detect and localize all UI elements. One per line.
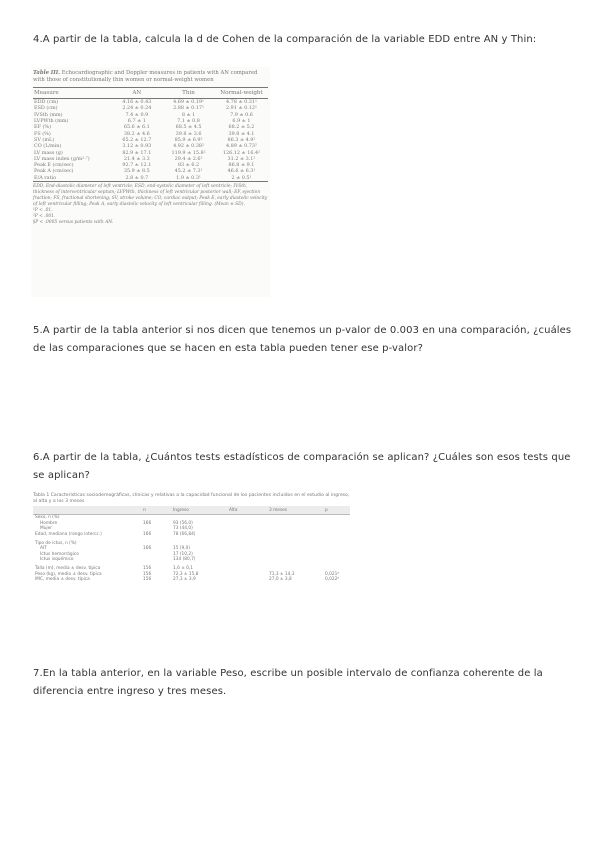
table-iii-cell: LVPWth (mm) [34, 118, 69, 125]
table-iii [33, 87, 268, 182]
tabla-1-header-alta: Alta [227, 506, 267, 515]
tabla-1-cell: 134 (80,7) [173, 557, 196, 563]
table-iii-cell: 4.69 ± 0.19¹ [173, 99, 205, 106]
tabla-1-header-ingreso: Ingreso [171, 506, 227, 515]
table-iii-figure [31, 67, 270, 297]
table-iii-cell: 4.89 ± 0.73² [226, 143, 257, 150]
table-iii-cell: 6.7 ± 1 [127, 118, 146, 125]
tabla-1-cell: 27,3 ± 3,9 [173, 577, 196, 583]
table-iii-cell: 35.9 ± 8.5 [123, 168, 150, 175]
question-6: 6.A partir de la tabla, ¿Cuántos tests estadísticos de comparación se aplican? ¿Cuáles son esos tests que se aplican? [33, 452, 571, 481]
table-iii-cell: 39.8 ± 4.1 [228, 130, 255, 137]
tabla-1-cell: 156 [143, 571, 152, 577]
table-iii-header-an: AN [112, 88, 163, 99]
table-iii-footnote: §P < .0005 versus patients with AN. [33, 220, 114, 226]
tabla-1-cell: Hombre [40, 520, 58, 526]
tabla-1-cell: 72,3 ± 15,8 [173, 571, 199, 577]
tabla-1 [33, 506, 350, 583]
tabla-1-cell: 166 [143, 520, 152, 526]
tabla-1-cell: Ictus hemorrágico [40, 551, 79, 557]
table-iii-cell: 2.88 ± 0.17¹ [173, 105, 205, 112]
table-iii-footnote: EDD, End-diastolic diameter of left ventricle; ESD, end-systolic diameter of left ventricle; IVSth, thickness of interventricular septum; LVPWth, thickness of left ventricular posterior wall; EF, ejection fraction; FS, fractional shortening; SV, stroke volume; CO, cardiac output; Peak E, early diastolic velocity of left ventricular filling; Peak A, early diastolic velocity of left ventricular filling. (Mean ± SD). [33, 184, 268, 208]
table-iii-cell: 4.16 ± 0.43 [122, 99, 152, 106]
table-iii-caption-text: Echocardiographic and Doppler measures in patients with AN compared with those of constitutionally thin women or normal-weight women [33, 70, 258, 83]
tabla-1-cell: Ictus isquémico [40, 557, 74, 563]
tabla-1-cell: 0,021ᵃ [325, 571, 339, 577]
tabla-1-cell: 73 (44,0) [173, 526, 193, 532]
tabla-1-cell: 166 [143, 531, 152, 537]
table-iii-cell: E/A ratio [33, 175, 112, 182]
table-iii-cell: CO (L/min) [34, 143, 62, 150]
tabla-1-cell: 0,022ᵃ [325, 577, 339, 583]
table-iii-header-measure: Measure [33, 88, 112, 99]
tabla-1-cell: IMC, media ± desv. típica [35, 577, 90, 583]
table-iii-cell: LV mass (g) [34, 149, 63, 156]
table-iii-cell: 2.91 ± 0.12¹ [226, 105, 257, 112]
table-iii-cell: 92.7 ± 12.1 [122, 162, 152, 169]
table-iii-header-thin: Thin [162, 88, 215, 99]
table-iii-cell: 39.8 ± 3.6 [175, 130, 202, 137]
table-iii-cell: 119.9 ± 15.8² [171, 149, 206, 156]
table-iii-cell: 6.9 ± 1 [232, 118, 251, 125]
table-iii-body [33, 99, 268, 182]
table-iii-cell: 46.6 ± 6.3¹ [227, 168, 256, 175]
table-iii-row [33, 99, 268, 106]
table-iii-cell: 86.8 ± 9.1 [228, 162, 255, 169]
tabla-1-header-p: p [323, 506, 350, 515]
table-iii-cell: 4.92 ± 0.38² [173, 143, 205, 150]
tabla-1-caption: Tabla 1 Características sociodemográficas, clínicas y relativas a la capacidad funcional de los pacientes incluidos en el estudio al ingreso, al alta y a los 3 meses [33, 493, 350, 504]
question-4: 4.A partir de la tabla, calcula la d de Cohen de la comparación de la variable EDD entre AN y Thin: [33, 34, 537, 45]
tabla-1-cell: AIT [40, 546, 47, 552]
tabla-1-cell: 15 (9,0) [173, 546, 191, 552]
table-iii-cell: 65.6 ± 6.1 [123, 124, 150, 131]
table-iii-footnotes [31, 182, 270, 226]
table-iii-footnote: ¹P < .01. [33, 208, 53, 214]
tabla-1-cell: 156 [143, 565, 152, 571]
table-iii-cell: 86.3 ± 4.9² [227, 136, 256, 143]
table-iii-cell: EF (%) [34, 124, 51, 131]
tabla-1-cell: 17 (10,2) [173, 551, 193, 557]
table-iii-cell: 68.5 ± 4.5 [175, 124, 202, 131]
table-iii-cell: 2.24 ± 0.24 [122, 105, 152, 112]
tabla-1-cell: Edad, mediana (rango intercc.) [35, 531, 102, 537]
tabla-1-cell: Sexo, n (%) [35, 515, 60, 521]
tabla-1-header-n: n [141, 506, 171, 515]
tabla-1-cell [227, 577, 267, 583]
tabla-1-figure [31, 491, 352, 607]
table-iii-cell: 38.2 ± 4.6 [123, 130, 150, 137]
table-iii-cell: 1.9 ± 0.3¹ [162, 175, 215, 182]
tabla-1-cell: 1,6 ± 0,1 [173, 565, 193, 571]
table-iii-cell: 7.9 ± 0.6 [230, 111, 253, 118]
table-iii-cell: 7.1 ± 0.8 [177, 118, 200, 125]
tabla-1-row [33, 577, 350, 583]
table-iii-cell: 4.78 ± 0.31¹ [226, 99, 257, 106]
table-iii-header-normal-weight: Normal-weight [215, 88, 268, 99]
tabla-1-cell: 166 [143, 546, 152, 552]
question-7: 7.En la tabla anterior, en la variable Peso, escribe un posible intervalo de confianza coherente de la diferencia entre ingreso y tres meses. [33, 668, 543, 697]
table-iii-cell: 126.12 ± 16.4² [222, 149, 261, 156]
table-iii-cell: FS (%) [34, 130, 51, 137]
tabla-1-cell: 78 (66,84) [173, 531, 196, 537]
table-iii-cell: 82.9 ± 17.1 [122, 149, 152, 156]
table-iii-cell: SV (mL) [34, 136, 55, 143]
table-iii-footnote: ²P < .001. [33, 214, 56, 220]
tabla-1-body [33, 515, 350, 583]
tabla-1-cell: Mujer [40, 526, 53, 532]
tabla-1-cell: 156 [143, 577, 152, 583]
tabla-1-cell: Tipo de ictus, n (%) [35, 540, 77, 546]
table-iii-caption [31, 67, 270, 83]
question-5: 5.A partir de la tabla anterior si nos dicen que tenemos un p-valor de 0.003 en una comparación, ¿cuáles de las comparaciones que se hacen en esta tabla pueden tener ese p-valor? [33, 325, 572, 354]
table-iii-cell: 3.12 ± 0.93 [122, 143, 152, 150]
table-iii-cell: 85.9 ± 6.9² [174, 136, 203, 143]
tabla-1-cell: Peso (kg), media ± desv. típica [35, 571, 102, 577]
table-iii-cell: 2 ± 0.5¹ [215, 175, 268, 182]
table-iii-cell: Peak A (cm/sec) [34, 168, 74, 175]
table-iii-cell: ESD (cm) [34, 105, 58, 112]
table-iii-cell: 68.2 ± 5.2 [228, 124, 255, 131]
table-iii-cell: EDD (cm) [34, 99, 59, 106]
table-iii-caption-label: Table III. [33, 70, 61, 76]
table-iii-cell: 65.2 ± 12.7 [122, 136, 152, 143]
tabla-1-cell: 71,3 ± 14,3 [269, 571, 295, 577]
table-iii-cell: IVSth (mm) [34, 111, 63, 118]
table-iii-cell: 8 ± 1 [181, 111, 196, 118]
table-iii-cell: Peak E (cm/sec) [34, 162, 74, 169]
table-iii-cell: 45.2 ± 7.3¹ [174, 168, 203, 175]
table-iii-cell: LV mass index (g/m²·⁷) [34, 155, 90, 162]
table-iii-cell: 7.4 ± 0.9 [125, 111, 149, 118]
table-iii-cell: 31.2 ± 3.1² [227, 155, 256, 162]
table-iii-cell: 83 ± 6.2 [177, 162, 200, 169]
tabla-1-header-variable [33, 506, 141, 515]
table-iii-cell: 2.8 ± 0.7 [112, 175, 163, 182]
table-iii-row [33, 175, 268, 182]
table-iii-cell: 21.4 ± 3.3 [123, 155, 150, 162]
tabla-1-cell: 93 (56,0) [173, 520, 193, 526]
tabla-1-cell: Talla (m), media ± desv. típica [35, 565, 101, 571]
tabla-1-header-3-meses: 3 meses [267, 506, 323, 515]
table-iii-cell: 29.4 ± 2.6² [174, 155, 203, 162]
tabla-1-cell: 27,0 ± 3,8 [269, 577, 292, 583]
